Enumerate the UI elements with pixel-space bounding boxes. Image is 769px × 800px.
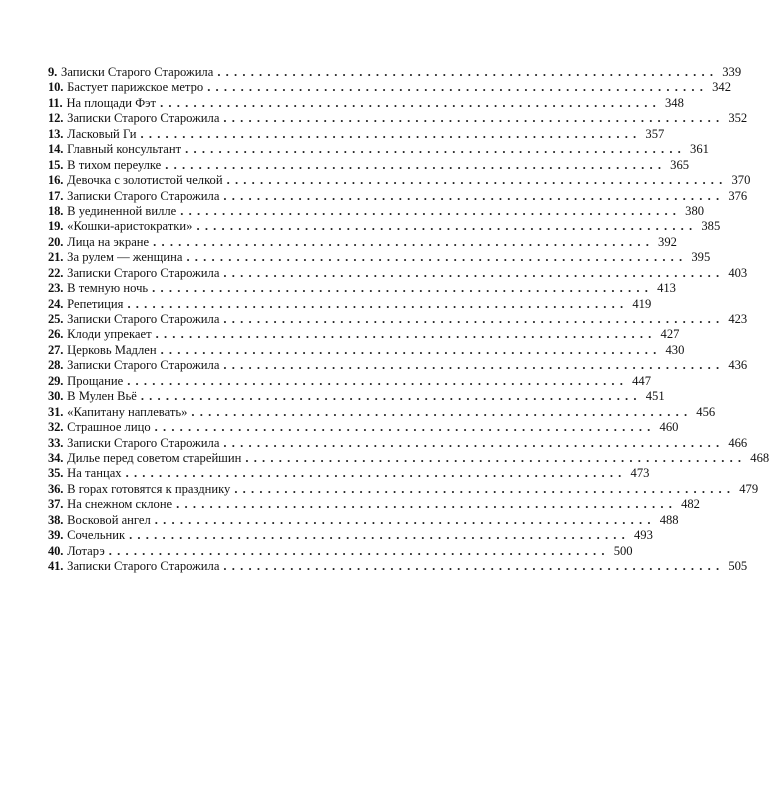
- toc-entry-number: 41.: [48, 559, 64, 573]
- toc-entry: [48, 250, 711, 265]
- toc-leader-dots: ............................................................: [127, 296, 629, 311]
- toc-entry: [48, 512, 679, 528]
- toc-entry: [48, 342, 685, 358]
- toc-entry-number: 18.: [48, 203, 64, 218]
- toc-entry-page: 430: [665, 342, 685, 357]
- toc-entry: [48, 95, 684, 111]
- toc-entry-number: 10.: [48, 80, 64, 95]
- toc-leader-dots: ............................................................: [140, 389, 642, 404]
- toc-entry-page: 473: [630, 466, 650, 481]
- toc-entry-title: Церковь Мадлен: [67, 342, 157, 357]
- toc-entry: [48, 435, 748, 451]
- toc-entry-page: 380: [685, 203, 705, 218]
- toc-leader-dots: ............................................................: [180, 203, 682, 218]
- toc-entry-title: Дилье перед советом старейшин: [67, 450, 242, 465]
- toc-entry-page: 357: [645, 126, 665, 141]
- toc-entry-title: Записки Старого Старожила: [67, 188, 220, 203]
- toc-leader-dots: ............................................................: [223, 559, 725, 573]
- toc-entry-number: 14.: [48, 142, 64, 157]
- toc-entry-number: 22.: [48, 265, 64, 280]
- toc-leader-dots: ............................................................: [176, 497, 678, 512]
- toc-entry: [48, 559, 748, 574]
- toc-entry-number: 21.: [48, 250, 64, 265]
- toc-leader-dots: ............................................................: [207, 80, 709, 95]
- toc-leader-dots: ............................................................: [245, 450, 747, 465]
- toc-entry-page: 479: [739, 481, 759, 496]
- toc-entry-page: 385: [701, 219, 721, 234]
- toc-entry-number: 31.: [48, 404, 64, 419]
- toc-entry-number: 32.: [48, 420, 64, 435]
- toc-entry-title: Записки Старого Старожила: [67, 312, 220, 326]
- toc-leader-dots: ............................................................: [223, 111, 725, 126]
- toc-leader-dots: ............................................................: [125, 466, 627, 481]
- toc-leader-dots: ............................................................: [234, 481, 736, 496]
- toc-entry-page: 419: [632, 296, 652, 311]
- toc-entry-number: 29.: [48, 373, 64, 388]
- toc-entry-page: 361: [690, 142, 709, 157]
- toc-entry-page: 451: [645, 389, 665, 404]
- toc-entry: [48, 466, 650, 481]
- toc-entry-page: 342: [712, 80, 731, 95]
- toc-entry-title: На танцах: [67, 466, 122, 481]
- toc-entry: [48, 265, 748, 281]
- toc-leader-dots: ............................................................: [160, 95, 661, 110]
- toc-entry-number: 12.: [48, 111, 64, 126]
- toc-entry-page: 460: [659, 420, 679, 435]
- toc-entry-title: Записки Старого Старожила: [67, 265, 220, 280]
- toc-entry: [48, 312, 748, 327]
- toc-entry-page: 466: [728, 435, 748, 450]
- toc-leader-dots: ............................................................: [223, 435, 725, 450]
- toc-entry-title: Главный консультант: [67, 142, 182, 157]
- toc-entry-page: 413: [657, 281, 676, 296]
- toc-entry: [48, 389, 665, 404]
- toc-entry-number: 33.: [48, 435, 64, 450]
- toc-leader-dots: ............................................................: [154, 512, 656, 527]
- toc-entry-number: 40.: [48, 543, 64, 558]
- toc-entry-page: 403: [728, 265, 748, 280]
- toc-entry-title: Записки Старого Старожила: [61, 65, 214, 79]
- toc-entry-page: 493: [633, 528, 653, 543]
- toc-leader-dots: ............................................................: [196, 219, 698, 234]
- toc-entry: [48, 420, 679, 435]
- toc-entry-page: 423: [728, 312, 748, 326]
- toc-leader-dots: ............................................................: [223, 312, 725, 326]
- toc-entry: [48, 142, 709, 157]
- toc-entry-title: В Мулен Вьё: [67, 389, 137, 404]
- toc-leader-dots: ............................................................: [185, 142, 687, 157]
- toc-entry: [48, 497, 700, 512]
- toc-entry-title: Девочка с золотистой челкой: [67, 173, 223, 188]
- toc-leader-dots: ............................................................: [191, 404, 693, 419]
- toc-entry-number: 39.: [48, 528, 64, 543]
- toc-entry-page: 427: [660, 327, 680, 342]
- toc-entry: [48, 373, 651, 389]
- toc-entry-page: 392: [658, 234, 677, 249]
- toc-entry-number: 37.: [48, 497, 64, 512]
- toc-entry-number: 20.: [48, 234, 64, 249]
- toc-entry-number: 26.: [48, 327, 64, 342]
- toc-entry-title: Восковой ангел: [67, 512, 151, 527]
- toc-entry-number: 13.: [48, 126, 64, 141]
- toc-entry-title: Записки Старого Старожила: [67, 111, 220, 126]
- toc-entry: [48, 281, 676, 296]
- toc-entry: [48, 327, 680, 342]
- toc-entry: [48, 126, 665, 142]
- toc-entry-title: В темную ночь: [67, 281, 149, 296]
- toc-entry-title: Ласковый Ги: [67, 126, 137, 141]
- toc-entry-number: 19.: [48, 219, 64, 234]
- toc-entry: [48, 481, 759, 497]
- toc-leader-dots: ............................................................: [160, 342, 662, 357]
- toc-entry-page: 447: [632, 373, 651, 388]
- toc-leader-dots: ............................................................: [186, 250, 688, 265]
- toc-entry: [48, 234, 677, 250]
- toc-entry-number: 23.: [48, 281, 64, 296]
- toc-entry-title: За рулем — женщина: [67, 250, 183, 265]
- toc-entry-number: 11.: [48, 95, 63, 110]
- toc-entry-number: 16.: [48, 173, 64, 188]
- toc-entry-title: Лотарэ: [67, 543, 105, 558]
- toc-entry-title: Записки Старого Старожила: [67, 559, 220, 573]
- toc-leader-dots: ............................................................: [165, 157, 667, 172]
- toc-entry: [48, 543, 633, 559]
- toc-entry-page: 436: [728, 358, 748, 373]
- toc-entry-title: «Кошки-аристократки»: [67, 219, 193, 234]
- toc-entry: [48, 111, 748, 126]
- toc-entry-page: 505: [728, 559, 748, 573]
- toc-entry-title: Страшное лицо: [67, 420, 151, 435]
- toc-entry-title: «Капитану наплевать»: [67, 404, 188, 419]
- toc-entry-title: Лица на экране: [67, 234, 150, 249]
- toc-leader-dots: ............................................................: [226, 173, 728, 188]
- toc-entry-number: 34.: [48, 450, 64, 465]
- toc-leader-dots: ............................................................: [108, 543, 610, 558]
- toc-entry-title: Записки Старого Старожила: [67, 435, 220, 450]
- toc-leader-dots: ............................................................: [223, 188, 725, 203]
- toc-entry-number: 25.: [48, 312, 64, 326]
- toc-entry-page: 348: [664, 95, 684, 110]
- toc-leader-dots: ............................................................: [129, 528, 630, 543]
- toc-entry-page: 370: [731, 173, 751, 188]
- toc-entry: [48, 65, 742, 80]
- toc-leader-dots: ............................................................: [223, 358, 725, 373]
- toc-entry: [48, 173, 751, 188]
- toc-entry-title: На снежном склоне: [67, 497, 173, 512]
- toc-entry: [48, 296, 652, 312]
- toc-entry: [48, 528, 653, 543]
- toc-entry-number: 9.: [48, 65, 58, 79]
- toc-entry: [48, 188, 748, 204]
- toc-entry-title: Бастует парижское метро: [67, 80, 204, 95]
- toc-entry-title: Записки Старого Старожила: [67, 358, 220, 373]
- toc-entry-page: 456: [696, 404, 716, 419]
- toc-entry-title: Прощание: [67, 373, 124, 388]
- toc-leader-dots: ............................................................: [127, 373, 629, 388]
- toc-entry-number: 17.: [48, 188, 64, 203]
- toc-leader-dots: ............................................................: [153, 234, 655, 249]
- toc-entry: [48, 358, 748, 373]
- toc-entry-title: На площади Фэт: [66, 95, 157, 110]
- toc-entry-page: 352: [728, 111, 748, 126]
- toc-entry-page: 395: [691, 250, 711, 265]
- toc-entry-number: 24.: [48, 296, 64, 311]
- toc-entry-page: 365: [670, 157, 690, 172]
- toc-entry-title: Репетиция: [67, 296, 124, 311]
- toc-entry-title: В тихом переулке: [67, 157, 162, 172]
- table-of-contents: [48, 65, 769, 574]
- toc-leader-dots: ............................................................: [223, 265, 725, 280]
- toc-entry-number: 28.: [48, 358, 64, 373]
- toc-entry-page: 482: [681, 497, 700, 512]
- toc-entry-page: 339: [722, 65, 742, 79]
- toc-entry-title: В уединенной вилле: [67, 203, 177, 218]
- toc-entry: [48, 80, 731, 95]
- toc-entry-number: 15.: [48, 157, 64, 172]
- toc-entry-page: 488: [659, 512, 679, 527]
- toc-leader-dots: ............................................................: [155, 327, 657, 342]
- toc-entry-page: 376: [728, 188, 748, 203]
- toc-leader-dots: ............................................................: [152, 281, 654, 296]
- toc-entry: [48, 157, 690, 173]
- toc-entry: [48, 203, 705, 219]
- toc-leader-dots: ............................................................: [217, 65, 719, 79]
- toc-leader-dots: ............................................................: [154, 420, 656, 435]
- toc-entry-number: 35.: [48, 466, 64, 481]
- toc-entry-page: 468: [750, 450, 769, 465]
- toc-entry: [48, 219, 721, 234]
- toc-leader-dots: ............................................................: [140, 126, 642, 141]
- toc-entry-title: Сочельник: [67, 528, 126, 543]
- toc-entry-number: 36.: [48, 481, 64, 496]
- toc-entry: [48, 450, 769, 466]
- toc-entry-title: В горах готовятся к празднику: [67, 481, 231, 496]
- toc-entry-page: 500: [613, 543, 633, 558]
- toc-entry-number: 27.: [48, 342, 64, 357]
- toc-entry: [48, 404, 716, 420]
- toc-entry-number: 38.: [48, 512, 64, 527]
- toc-entry-title: Клоди упрекает: [67, 327, 152, 342]
- toc-entry-number: 30.: [48, 389, 64, 404]
